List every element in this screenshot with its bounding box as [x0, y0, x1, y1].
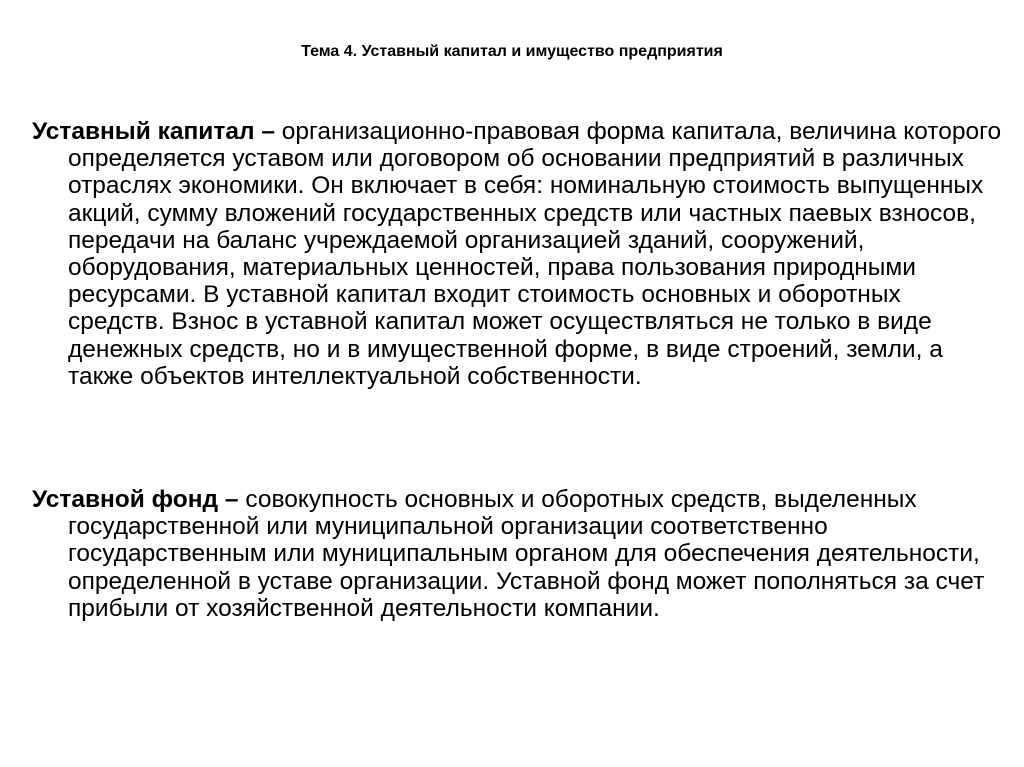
definition-text: совокупность основных и оборотных средств, выделенных государственной или муниципальной организации соответственно государственным или муниципальным органом для обеспечения деятельности, определенной в уставе организации. Уставной фонд может пополняться за счет прибыли от хозяйственной деятельности компании. [68, 486, 985, 622]
definition-authorized-fund [32, 486, 1004, 622]
definition-term: Уставный капитал – [32, 118, 275, 145]
definition-term: Уставной фонд – [32, 486, 239, 513]
definition-text: организационно-правовая форма капитала, величина которого определяется уставом или договором об основании предприятий в различных отраслях экономики. Он включает в себя: номинальную стоимость выпущенных акций, сумму вложений государственных средств или частных паевых взносов, передачи на баланс учреждаемой организацией зданий, сооружений, оборудования, материальных ценностей, права пользования природными ресурсами. В уставной капитал входит стоимость основных и оборотных средств. Взнос в уставной капитал может осуществляться не только в виде денежных средств, но и в имущественной форме, в виде строений, земли, а также объектов интеллектуальной собственности. [68, 118, 1002, 390]
slide-title: Тема 4. Уставный капитал и имущество предприятия [301, 43, 723, 60]
definition-authorized-capital [32, 118, 1004, 390]
